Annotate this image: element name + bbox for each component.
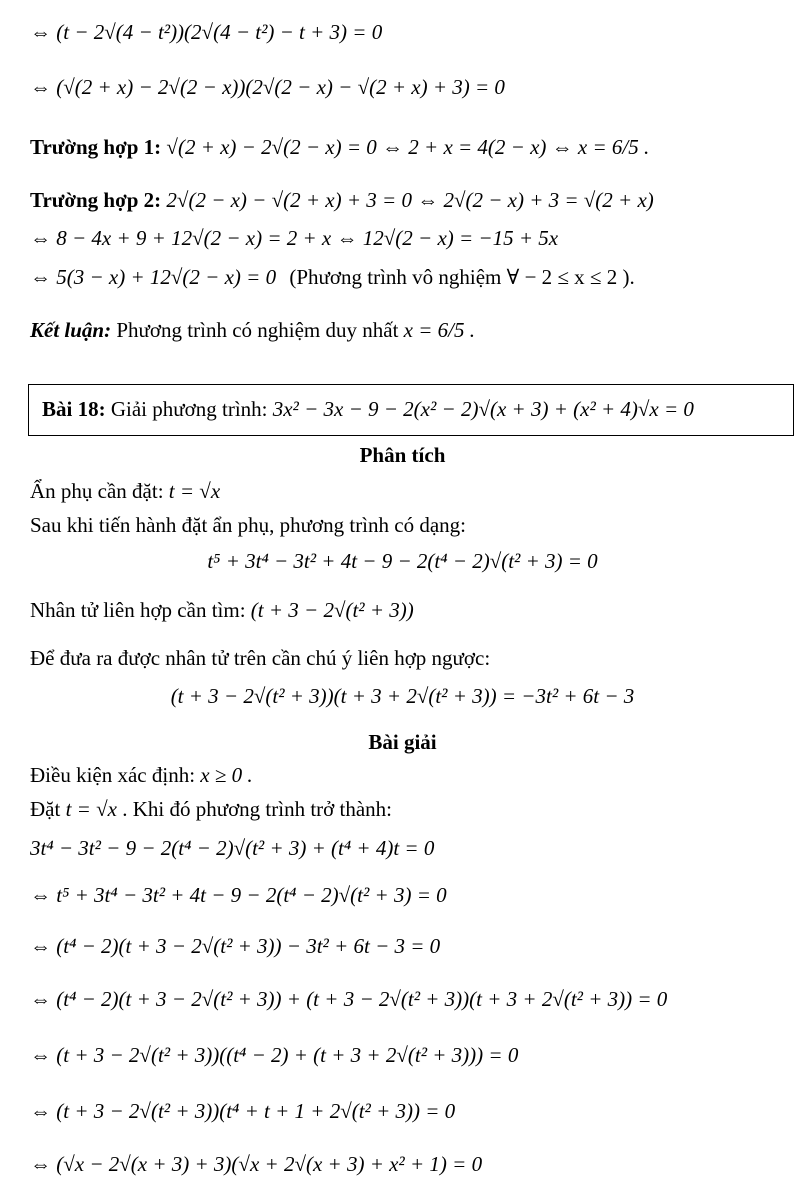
analysis-heading: Phân tích [359,443,446,467]
case-2-note: (Phương trình vô nghiệm ∀ − 2 ≤ x ≤ 2 ). [289,265,635,289]
case-2-label: Trường hợp 2: [30,188,162,212]
case-1 [30,135,649,160]
prev-eq-1: ⇔ (t − 2√(4 − t²))(2√(4 − t²) − t + 3) = 0 [30,20,383,44]
condition-text: Điều kiện xác định: [30,763,196,787]
factor-value: (t + 3 − 2√(t² + 3)) [250,598,414,622]
case-1-label: Trường hợp 1: [30,135,162,159]
solution-step-3: ⇔ (t⁴ − 2)(t + 3 − 2√(t² + 3)) − 3t² + 6t − 3 = 0 [30,934,441,958]
solution-step-5: ⇔ (t + 3 − 2√(t² + 3))((t⁴ − 2) + (t + 3 + 2√(t² + 3))) = 0 [30,1043,519,1067]
after-substitution-text: Sau khi tiến hành đặt ẩn phụ, phương trình có dạng: [30,513,466,537]
solution-step-7: ⇔ (√x − 2√(x + 3) + 3)(√x + 2√(x + 3) + x² + 1) = 0 [30,1152,483,1176]
set-value: t = √x [65,797,117,821]
substitution-text: Ẩn phụ cần đặt: [30,479,164,503]
conclusion-label: Kết luận: [30,318,112,342]
case-2-step-3-eq: ⇔ 5(3 − x) + 12√(2 − x) = 0 [30,265,277,289]
substitution-line [30,479,220,504]
conclusion [30,318,475,343]
case-2-step-2: ⇔ 8 − 4x + 9 + 12√(2 − x) = 2 + x ⇔ 12√(2 − x) = −15 + 5x [30,226,559,250]
problem-text: Giải phương trình: [110,397,268,421]
problem-statement [42,397,694,422]
solution-step-1: 3t⁴ − 3t² − 9 − 2(t⁴ − 2)√(t² + 3) + (t⁴ + 4)t = 0 [30,836,435,860]
factor-line [30,598,414,623]
note-equation: (t + 3 − 2√(t² + 3))(t + 3 + 2√(t² + 3)) = −3t² + 6t − 3 [170,684,635,708]
problem-label: Bài 18: [42,397,106,421]
solution-step-4: ⇔ (t⁴ − 2)(t + 3 − 2√(t² + 3)) + (t + 3 − 2√(t² + 3))(t + 3 + 2√(t² + 3)) = 0 [30,987,668,1011]
case-2-equation: 2√(2 − x) − √(2 + x) + 3 = 0 ⇔ 2√(2 − x) + 3 = √(2 + x) [166,188,654,212]
case-2 [30,188,654,213]
condition-value: x ≥ 0 . [200,763,253,787]
solution-step-6: ⇔ (t + 3 − 2√(t² + 3))(t⁴ + t + 1 + 2√(t² + 3)) = 0 [30,1099,456,1123]
factor-text: Nhân tử liên hợp cần tìm: [30,598,246,622]
set-line [30,797,392,822]
set-text-2: . Khi đó phương trình trở thành: [122,797,393,821]
condition-line [30,763,253,788]
problem-equation: 3x² − 3x − 9 − 2(x² − 2)√(x + 3) + (x² + 4)√x = 0 [272,397,694,421]
set-text-1: Đặt [30,797,61,821]
note-text: Để đưa ra được nhân tử trên cần chú ý liên hợp ngược: [30,646,491,670]
solution-step-2: ⇔ t⁵ + 3t⁴ − 3t² + 4t − 9 − 2(t⁴ − 2)√(t² + 3) = 0 [30,883,447,907]
after-substitution-equation: t⁵ + 3t⁴ − 3t² + 4t − 9 − 2(t⁴ − 2)√(t² + 3) = 0 [207,549,598,573]
solution-heading: Bài giải [368,730,437,754]
case-1-equation: √(2 + x) − 2√(2 − x) = 0 ⇔ 2 + x = 4(2 − x) ⇔ x = 6/5 . [166,135,650,159]
prev-eq-2: ⇔ (√(2 + x) − 2√(2 − x))(2√(2 − x) − √(2 + x) + 3) = 0 [30,75,505,99]
case-2-step-3 [30,265,635,290]
conclusion-text: Phương trình có nghiệm duy nhất [116,318,399,342]
conclusion-value: x = 6/5 . [403,318,475,342]
substitution-value: t = √x [168,479,221,503]
